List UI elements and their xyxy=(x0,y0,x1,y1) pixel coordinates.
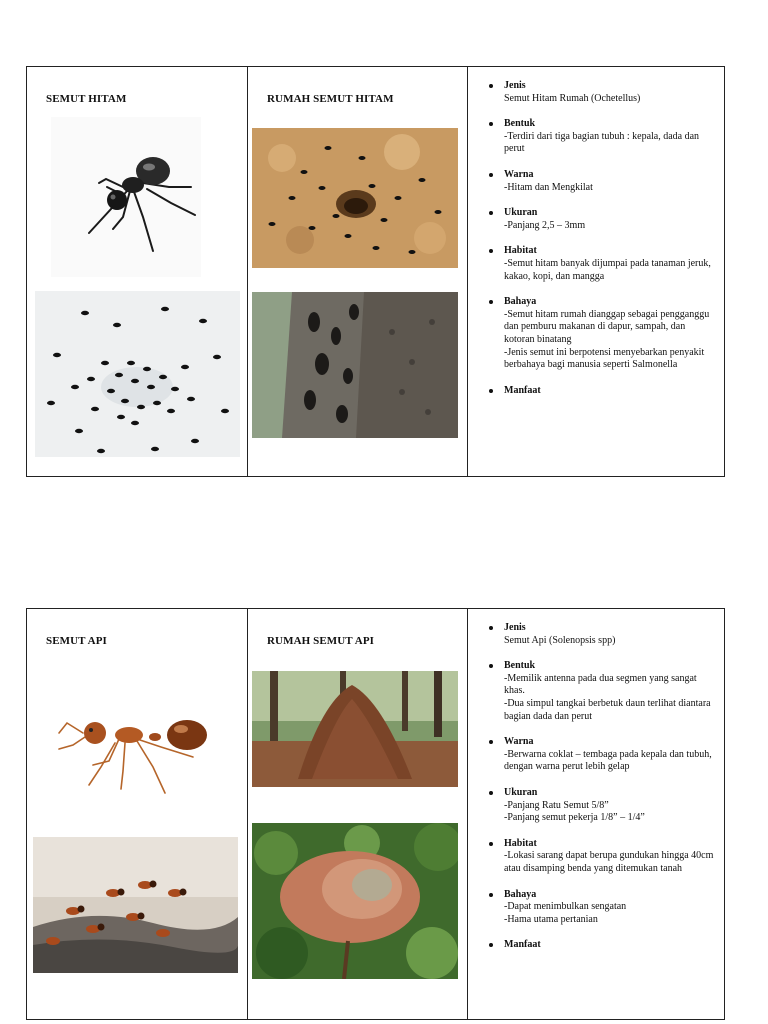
black-ant-column xyxy=(27,67,248,476)
info-item-bahaya: Bahaya -Dapat menimbulkan sengatan -Hama utama pertanian xyxy=(488,889,716,927)
fire-ant-nest-column xyxy=(248,609,468,1019)
black-ant-swarm-photo xyxy=(35,291,240,457)
black-ant-table xyxy=(26,66,725,477)
info-item-manfaat: Manfaat xyxy=(488,939,716,952)
info-item-ukuran: Ukuran -Panjang 2,5 – 3mm xyxy=(488,207,716,232)
black-ant-nest-heading: RUMAH SEMUT HITAM xyxy=(267,93,394,105)
info-item-warna: Warna -Hitam dan Mengkilat xyxy=(488,169,716,194)
info-item-warna: Warna -Berwarna coklat – tembaga pada kepala dan tubuh, dengan warna perut lebih gelap xyxy=(488,736,716,774)
info-item-habitat: Habitat -Lokasi sarang dapat berupa gundukan hingga 40cm atau disamping benda yang ditemukan tanah xyxy=(488,838,716,876)
black-ant-info-list xyxy=(488,80,716,397)
info-item-manfaat: Manfaat xyxy=(488,385,716,398)
black-ant-nest-column xyxy=(248,67,468,476)
fire-ant-info-list xyxy=(488,622,716,952)
fire-ant-group-photo xyxy=(33,837,238,973)
fire-ant-column xyxy=(27,609,248,1019)
black-ant-nest-tree-photo xyxy=(252,292,458,438)
fire-ant-photo xyxy=(53,705,213,801)
fire-ant-heading: SEMUT API xyxy=(46,635,107,647)
info-item-jenis: Jenis Semut Api (Solenopsis spp) xyxy=(488,622,716,647)
info-item-ukuran: Ukuran -Panjang Ratu Semut 5/8” -Panjang semut pekerja 1/8” – 1/4” xyxy=(488,787,716,825)
fire-ant-leaf-nest-photo xyxy=(252,823,458,979)
info-item-bentuk: Bentuk -Memilik antenna pada dua segmen yang sangat khas. -Dua simpul tangkai berbetuk daun terlihat diantara bagian dada dan perut xyxy=(488,660,716,723)
fire-ant-nest-heading: RUMAH SEMUT API xyxy=(267,635,375,647)
info-item-habitat: Habitat -Semut hitam banyak dijumpai pada tanaman jeruk, kakao, kopi, dan mangga xyxy=(488,245,716,283)
black-ant-nest-soil-photo xyxy=(252,128,458,268)
fire-ant-mound-photo xyxy=(252,671,458,787)
fire-ant-table xyxy=(26,608,725,1020)
info-item-bahaya: Bahaya -Semut hitam rumah dianggap sebagai pengganggu dan pemburu makanan di dapur, sampah, dan kotoran binatang -Jenis semut ini berpotensi menyebarkan penyakit berbahaya bagi manusia seperti Salmonella xyxy=(488,296,716,372)
fire-ant-info-column xyxy=(468,609,724,1019)
black-ant-info-column xyxy=(468,67,724,476)
black-ant-photo xyxy=(51,117,201,277)
info-item-jenis: Jenis Semut Hitam Rumah (Ochetellus) xyxy=(488,80,716,105)
info-item-bentuk: Bentuk -Terdiri dari tiga bagian tubuh : kepala, dada dan perut xyxy=(488,118,716,156)
black-ant-heading: SEMUT HITAM xyxy=(46,93,127,105)
